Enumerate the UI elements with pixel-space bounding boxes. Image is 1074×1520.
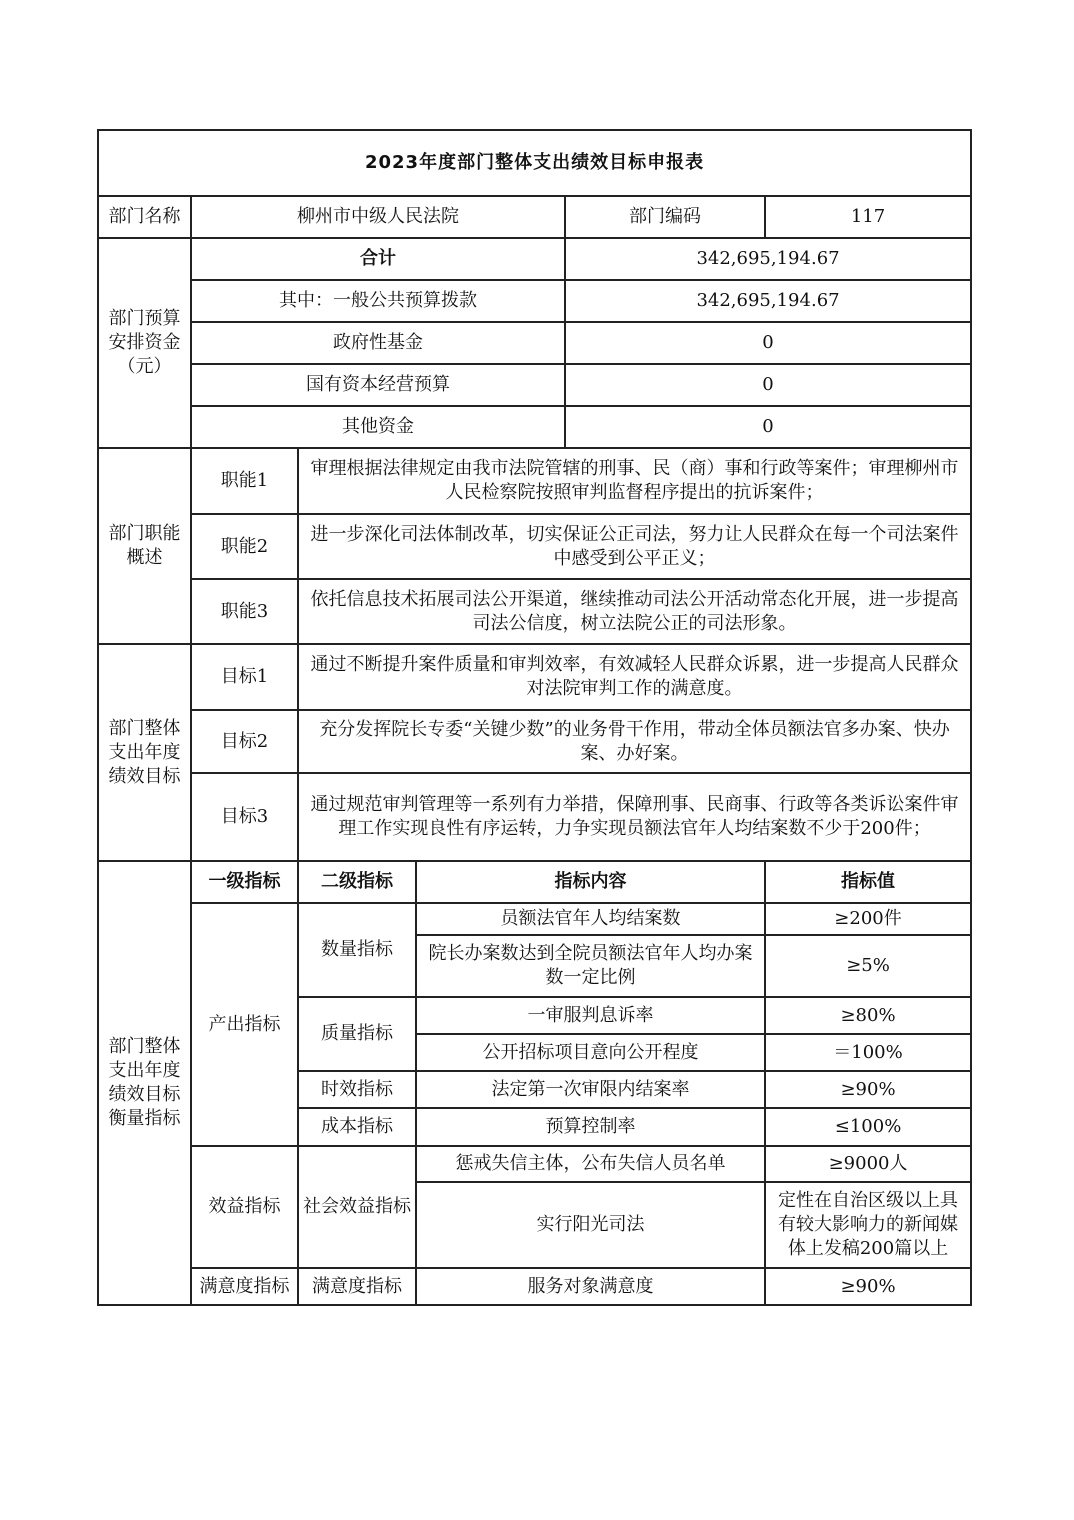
satisfaction-sub-indicator-label: 满意度指标 <box>298 1268 416 1305</box>
indicator-content: 预算控制率 <box>416 1108 765 1146</box>
quality-indicator-label: 质量指标 <box>298 997 416 1071</box>
budget-row-value: 342,695,194.67 <box>565 280 971 322</box>
indicator-value: ≥80% <box>765 997 971 1034</box>
budget-row-label: 其中：一般公共预算拨款 <box>191 280 565 322</box>
indicators-section-label: 部门整体支出年度绩效目标衡量指标 <box>98 861 191 1305</box>
indicator-value: ≥90% <box>765 1071 971 1108</box>
function-label: 职能3 <box>191 579 298 644</box>
indicator-value: ≥9000人 <box>765 1146 971 1182</box>
dept-code-value: 117 <box>765 196 971 238</box>
indicator-value: ≥200件 <box>765 903 971 935</box>
budget-row-value: 0 <box>565 322 971 364</box>
budget-row-value: 0 <box>565 364 971 406</box>
budget-section-label: 部门预算安排资金（元） <box>98 238 191 448</box>
benefit-indicator-label: 效益指标 <box>191 1146 298 1268</box>
indicator-content: 服务对象满意度 <box>416 1268 765 1305</box>
social-benefit-indicator-label: 社会效益指标 <box>298 1146 416 1268</box>
indicator-content: 一审服判息诉率 <box>416 997 765 1034</box>
header-level2: 二级指标 <box>298 861 416 903</box>
budget-row-label: 国有资本经营预算 <box>191 364 565 406</box>
budget-row-label: 其他资金 <box>191 406 565 448</box>
budget-row-value: 342,695,194.67 <box>565 238 971 280</box>
dept-name-value: 柳州市中级人民法院 <box>191 196 565 238</box>
function-label: 职能2 <box>191 514 298 579</box>
indicator-content: 惩戒失信主体，公布失信人员名单 <box>416 1146 765 1182</box>
indicator-content: 院长办案数达到全院员额法官年人均办案数一定比例 <box>416 935 765 997</box>
budget-row-label: 政府性基金 <box>191 322 565 364</box>
function-text: 进一步深化司法体制改革，切实保证公正司法，努力让人民群众在每一个司法案件中感受到公平正义； <box>298 514 971 579</box>
cost-indicator-label: 成本指标 <box>298 1108 416 1146</box>
dept-name-label: 部门名称 <box>98 196 191 238</box>
performance-form-table <box>97 129 972 1306</box>
goal-label: 目标1 <box>191 644 298 710</box>
satisfaction-indicator-label: 满意度指标 <box>191 1268 298 1305</box>
goal-label: 目标2 <box>191 710 298 773</box>
timeliness-indicator-label: 时效指标 <box>298 1071 416 1108</box>
budget-row-label: 合计 <box>191 238 565 280</box>
indicator-value: ≥90% <box>765 1268 971 1305</box>
header-value: 指标值 <box>765 861 971 903</box>
function-text: 审理根据法律规定由我市法院管辖的刑事、民（商）事和行政等案件；审理柳州市人民检察院按照审判监督程序提出的抗诉案件； <box>298 448 971 514</box>
header-content: 指标内容 <box>416 861 765 903</box>
indicator-value: ≥5% <box>765 935 971 997</box>
indicator-content: 公开招标项目意向公开程度 <box>416 1034 765 1071</box>
goal-label: 目标3 <box>191 773 298 861</box>
function-label: 职能1 <box>191 448 298 514</box>
indicator-value: ≤100% <box>765 1108 971 1146</box>
goals-section-label: 部门整体支出年度绩效目标 <box>98 644 191 861</box>
indicator-content: 实行阳光司法 <box>416 1182 765 1268</box>
dept-code-label: 部门编码 <box>565 196 765 238</box>
indicator-value: 定性在自治区级以上具有较大影响力的新闻媒体上发稿200篇以上 <box>765 1182 971 1268</box>
indicator-value: ＝100% <box>765 1034 971 1071</box>
goal-text: 通过规范审判管理等一系列有力举措，保障刑事、民商事、行政等各类诉讼案件审理工作实现良性有序运转，力争实现员额法官年人均结案数不少于200件； <box>298 773 971 861</box>
output-indicator-label: 产出指标 <box>191 903 298 1146</box>
goal-text: 通过不断提升案件质量和审判效率，有效减轻人民群众诉累，进一步提高人民群众对法院审判工作的满意度。 <box>298 644 971 710</box>
budget-row-value: 0 <box>565 406 971 448</box>
indicator-content: 法定第一次审限内结案率 <box>416 1071 765 1108</box>
goal-text: 充分发挥院长专委“关键少数”的业务骨干作用，带动全体员额法官多办案、快办案、办好案。 <box>298 710 971 773</box>
form-title: 2023年度部门整体支出绩效目标申报表 <box>98 130 971 196</box>
indicator-content: 员额法官年人均结案数 <box>416 903 765 935</box>
quantity-indicator-label: 数量指标 <box>298 903 416 997</box>
header-level1: 一级指标 <box>191 861 298 903</box>
functions-section-label: 部门职能概述 <box>98 448 191 644</box>
function-text: 依托信息技术拓展司法公开渠道，继续推动司法公开活动常态化开展，进一步提高司法公信度，树立法院公正的司法形象。 <box>298 579 971 644</box>
